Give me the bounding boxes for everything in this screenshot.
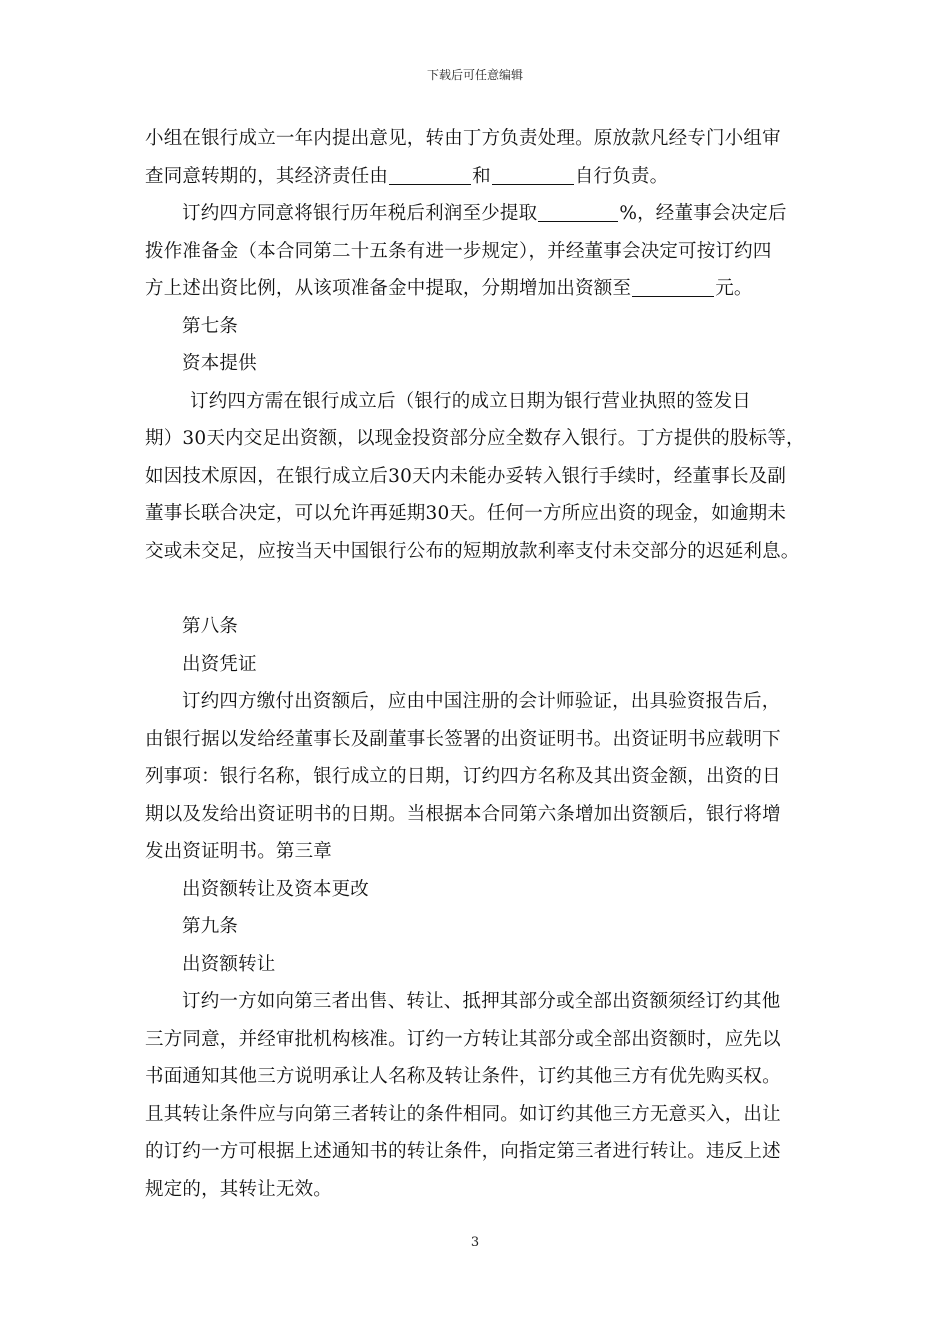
article-title: 出资额转让	[182, 953, 276, 975]
text-line: 订约四方需在银行成立后（银行的成立日期为银行营业执照的签发日	[190, 390, 752, 412]
text-segment: 方上述出资比例，从该项准备金中提取，分期增加出资额至	[145, 278, 632, 299]
article-heading: 第七条	[182, 315, 239, 337]
chapter-title: 出资额转让及资本更改	[182, 878, 370, 900]
text-line: 订约一方如向第三者出售、转让、抵押其部分或全部出资额须经订约其他	[182, 991, 781, 1012]
text-segment: %，经董事会决定后	[619, 203, 787, 224]
text-line: 且其转让条件应与向第三者转让的条件相同。如订约其他三方无意买入，出让	[145, 1103, 781, 1125]
text-segment: 和	[472, 165, 491, 187]
fill-in-blank	[538, 201, 618, 222]
article-title: 资本提供	[182, 353, 257, 374]
text-line: 小组在银行成立一年内提出意见，转由丁方负责处理。原放款凡经专门小组审	[145, 128, 781, 149]
text-line: 发出资证明书。第三章	[145, 841, 333, 862]
fill-in-blank	[632, 276, 714, 297]
text-line	[145, 270, 809, 308]
text-line: 列事项：银行名称，银行成立的日期，订约四方名称及其出资金额，出资的日	[145, 766, 781, 787]
text-line	[145, 195, 809, 233]
text-line: 三方同意，并经审批机构核准。订约一方转让其部分或全部出资额时，应先以	[145, 1028, 781, 1050]
article-heading: 第九条	[182, 916, 239, 937]
text-line: 拨作准备金（本合同第二十五条有进一步规定），并经董事会决定可按订约四	[145, 240, 772, 262]
document-body	[145, 120, 809, 1208]
text-segment: 查同意转期的，其经济责任由	[145, 165, 389, 187]
page-header: 下载后可任意编辑	[426, 68, 523, 82]
paragraph-gap	[145, 570, 809, 608]
text-line: 由银行据以发给经董事长及副董事长签署的出资证明书。出资证明书应载明下	[145, 728, 781, 750]
text-line: 期以及发给出资证明书的日期。当根据本合同第六条增加出资额后，银行将增	[145, 803, 781, 825]
article-heading: 第八条	[182, 616, 239, 637]
text-line: 期）30天内交足出资额，以现金投资部分应全数存入银行。丁方提供的股标等，	[145, 428, 805, 449]
text-line: 订约四方缴付出资额后，应由中国注册的会计师验证，出具验资报告后，	[182, 691, 781, 712]
text-line	[145, 158, 809, 196]
text-line: 董事长联合决定，可以允许再延期30天。任何一方所应出资的现金，如逾期未	[145, 503, 787, 524]
text-line: 交或未交足，应按当天中国银行公布的短期放款利率支付未交部分的迟延利息。	[145, 540, 800, 562]
article-title: 出资凭证	[182, 653, 257, 675]
text-segment: 元。	[715, 278, 753, 299]
page-number: 3	[470, 1235, 480, 1250]
fill-in-blank	[492, 164, 574, 185]
text-line: 的订约一方可根据上述通知书的转让条件，向指定第三者进行转让。违反上述	[145, 1141, 781, 1162]
text-segment: 订约四方同意将银行历年税后利润至少提取	[182, 203, 538, 224]
text-line: 书面通知其他三方说明承让人名称及转让条件，订约其他三方有优先购买权。	[145, 1066, 781, 1087]
text-line: 如因技术原因，在银行成立后30天内未能办妥转入银行手续时，经董事长及副	[145, 465, 787, 487]
text-segment: 自行负责。	[574, 165, 669, 187]
fill-in-blank	[389, 164, 471, 185]
text-line: 规定的，其转让无效。	[145, 1178, 333, 1200]
